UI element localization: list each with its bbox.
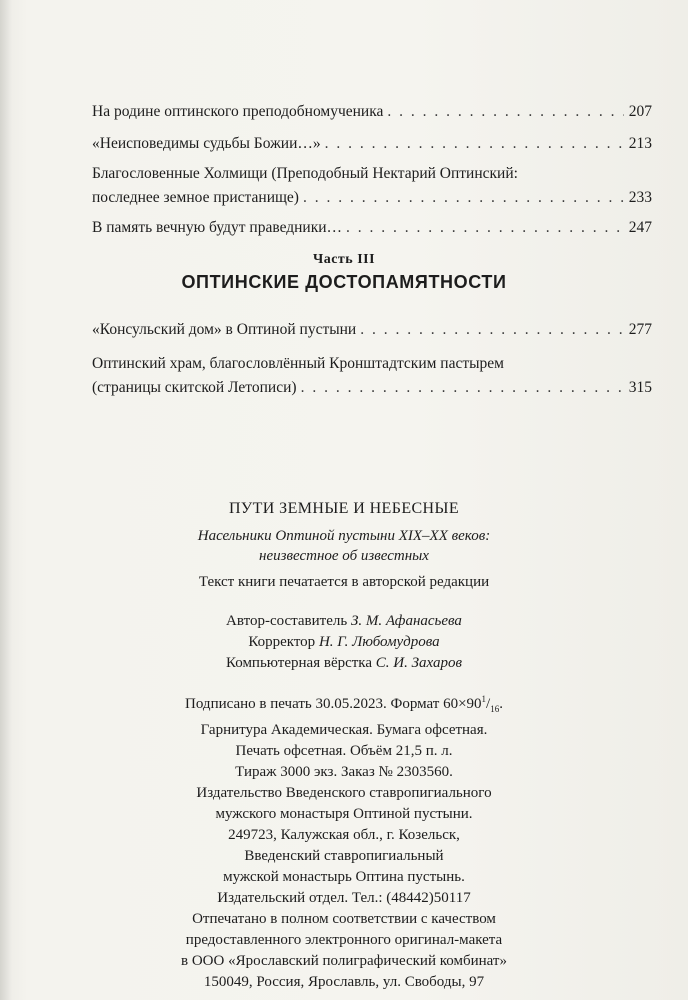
imprint-line: Тираж 3000 экз. Заказ № 2303560. — [235, 764, 453, 780]
toc-leader-dots — [301, 378, 624, 398]
imprint-line: Печать офсетная. Объём 21,5 п. л. — [235, 743, 453, 759]
toc-page-number: 247 — [628, 219, 652, 236]
toc-entry-title: В память вечную будут праведники… — [92, 219, 343, 236]
toc-entry-title-cont: (страницы скитской Летописи) — [92, 379, 297, 396]
toc-entry-title: На родине оптинского преподобномученика — [92, 103, 384, 120]
credits-block — [0, 611, 688, 674]
toc-leader-dots — [325, 134, 624, 154]
credit-role: Корректор — [248, 634, 316, 650]
toc-entry-title-cont: последнее земное пристанище) — [92, 189, 299, 206]
publisher-line: Издательский отдел. Тел.: (48442)50117 — [217, 890, 471, 906]
credit-role: Автор-составитель — [226, 613, 348, 629]
toc-page-number: 315 — [628, 379, 652, 396]
imprint-block — [0, 689, 688, 783]
credit-person: З. М. Афанасьева — [350, 613, 462, 629]
credit-person: Н. Г. Любомудрова — [318, 634, 440, 650]
toc-entry — [92, 134, 652, 154]
credit-line — [0, 611, 688, 632]
toc-leader-dots — [360, 320, 624, 340]
toc-page-number: 213 — [628, 135, 652, 152]
toc-entry — [92, 102, 652, 122]
toc-leader-dots — [346, 218, 624, 238]
imprint-signed: Подписано в печать 30.05.2023. Формат 60×90 — [185, 696, 482, 712]
credit-person: С. И. Захаров — [375, 655, 463, 671]
publisher-line: Введенский ставропигиальный — [244, 848, 444, 864]
publisher-line: мужского монастыря Оптиной пустыни. — [215, 806, 473, 822]
book-title: ПУТИ ЗЕМНЫЕ И НЕБЕСНЫЕ — [228, 500, 460, 517]
subtitle-line: Насельники Оптиной пустыни XIX–XX веков: — [197, 528, 491, 544]
format-numerator: 1 — [481, 694, 487, 704]
toc-entry — [92, 320, 652, 340]
toc-entry-title: Оптинский храм, благословлённый Кронштадтским пастырем — [92, 355, 504, 372]
toc-leader-dots — [387, 102, 624, 122]
toc-entry — [92, 164, 652, 208]
subtitle-line: неизвестное об известных — [259, 548, 429, 564]
credit-line — [0, 653, 688, 674]
imprint-line: Гарнитура Академическая. Бумага офсетная. — [200, 722, 488, 738]
credit-role: Компьютерная вёрстка — [225, 655, 373, 671]
format-end: . — [499, 696, 503, 712]
imprint-line: Подписано в печать 30.05.2023. Формат $60\times 90^1/_{16}$. — [185, 694, 503, 714]
format-denominator: 16 — [490, 704, 500, 714]
printer-line: Отпечатано в полном соответствии с качеством — [192, 911, 496, 927]
publisher-block — [0, 783, 688, 909]
toc-entry-title: Благословенные Холмищи (Преподобный Нектарий Оптинский: — [92, 165, 518, 182]
part-label: Часть III — [312, 252, 376, 267]
toc-entry — [92, 218, 652, 238]
part-title: ОПТИНСКИЕ ДОСТОПАМЯТНОСТИ — [181, 272, 507, 292]
publisher-line: мужской монастырь Оптина пустынь. — [223, 869, 465, 885]
editor-note: Текст книги печатается в авторской редакции — [198, 574, 490, 590]
printer-block — [0, 909, 688, 993]
toc-page-number: 207 — [628, 103, 652, 120]
toc-entry-title: «Неисповедимы судьбы Божии…» — [92, 135, 321, 152]
printer-line: 150049, Россия, Ярославль, ул. Свободы, 97 — [203, 974, 485, 990]
credit-line — [0, 632, 688, 653]
printer-line: предоставленного электронного оригинал-макета — [185, 932, 503, 948]
toc-leader-dots — [303, 188, 624, 208]
book-subtitle — [0, 526, 688, 566]
toc-entry-title: «Консульский дом» в Оптиной пустыни — [92, 321, 357, 338]
printer-line: в ООО «Ярославский полиграфический комбинат» — [181, 953, 507, 969]
publisher-line: Издательство Введенского ставропигиального — [196, 785, 492, 801]
toc-page-number: 277 — [628, 321, 652, 338]
toc-page-number: 233 — [628, 189, 652, 206]
publisher-line: 249723, Калужская обл., г. Козельск, — [228, 827, 460, 843]
toc-entry — [92, 354, 652, 398]
